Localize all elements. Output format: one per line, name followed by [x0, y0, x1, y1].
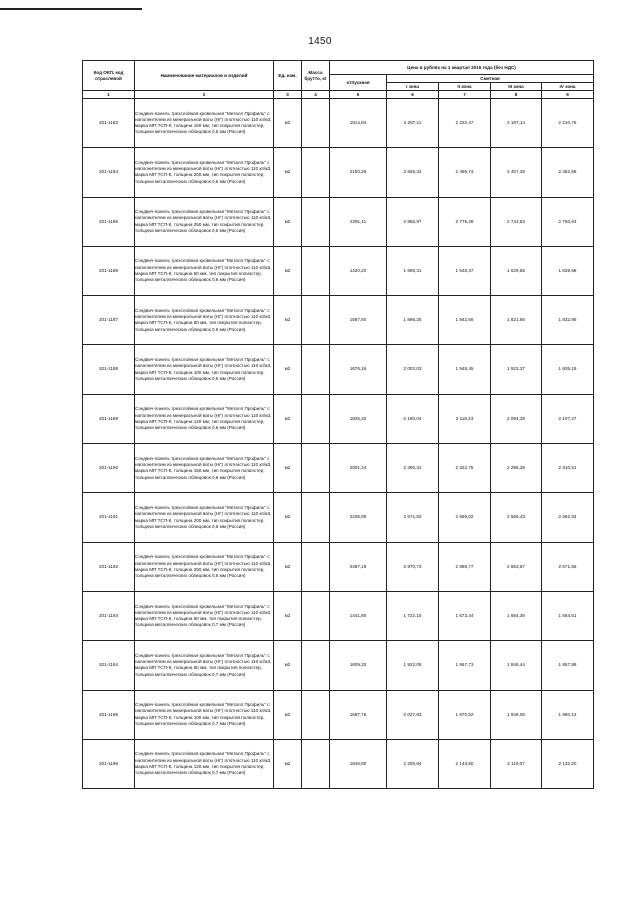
row-unit: м2 — [274, 197, 302, 246]
table-row — [83, 296, 594, 345]
row-zone-3-price: 2 119,07 — [491, 739, 542, 788]
row-zone-2-price: 1 867,73 — [439, 641, 491, 690]
row-unit: м2 — [274, 493, 302, 542]
table-row — [83, 197, 594, 246]
header-zone-3: III зона — [491, 83, 542, 91]
row-mass — [302, 394, 330, 443]
row-zone-1-price: 1 696,31 — [387, 246, 439, 295]
row-mass — [302, 246, 330, 295]
row-name: Сэндвич-панель трехслойная кровельная "Металл Профиль" с наполнителем из минеральной ваты (НГ) плотностью 110 кг/м3, марка МП ТСП-К, толщина 120 мм, тип покрытия полиэстер, толщина металлических облицовок 0,6 мм (Россия) — [135, 394, 274, 443]
table-row — [83, 641, 594, 690]
row-zone-4-price: 2 107,27 — [542, 394, 594, 443]
row-name: Сэндвич-панель трехслойная кровельная "Металл Профиль" с наполнителем из минеральной ваты (НГ) плотностью 110 кг/м3, марка МП ТСП-К, толщина 100 мм, тип покрытия полиэстер, толщина металлических облицовок 0,6 мм (Россия) — [135, 345, 274, 394]
table-row — [83, 444, 594, 493]
row-zone-4-price: 1 960,13 — [542, 690, 594, 739]
row-mass — [302, 739, 330, 788]
table-row — [83, 148, 594, 197]
row-release-price: 2236,88 — [330, 493, 387, 542]
row-zone-2-price: 1 673,44 — [439, 591, 491, 640]
row-zone-4-price: 1 857,88 — [542, 641, 594, 690]
header-zone-1: I зона — [387, 83, 439, 91]
col-number: 8 — [491, 91, 542, 99]
row-unit: м2 — [274, 739, 302, 788]
row-name: Сэндвич-панель трехслойная кровельная "Металл Профиль" с наполнителем из минеральной ваты (НГ) плотностью 110 кг/м3, марка МП ТСП-К, толщина 80 мм, тип покрытия полиэстер, толщина металлических облицовок 0,6 мм (Россия) — [135, 296, 274, 345]
col-number: 7 — [439, 91, 491, 99]
row-zone-1-price: 2 002,03 — [387, 345, 439, 394]
row-unit: м2 — [274, 246, 302, 295]
row-zone-3-price: 1 846,44 — [491, 641, 542, 690]
header-zone-4: IV зона — [542, 83, 594, 91]
row-unit: м2 — [274, 99, 302, 148]
row-name: Сэндвич-панель трехслойная кровельная "Металл Профиль" с наполнителем из минеральной ваты (НГ) плотностью 110 кг/м3, марка МП ТСП-К, толщина 250 мм, тип покрытия полиэстер, толщина металлических облицовок 0,5 мм (Россия) — [135, 197, 274, 246]
row-zone-1-price: 2 855,97 — [387, 197, 439, 246]
row-zone-1-price: 2 180,04 — [387, 394, 439, 443]
row-zone-4-price: 1 832,95 — [542, 296, 594, 345]
row-zone-2-price: 2 322,75 — [439, 444, 491, 493]
row-release-price: 1825,20 — [330, 394, 387, 443]
table-row — [83, 739, 594, 788]
row-zone-1-price: 2 671,52 — [387, 493, 439, 542]
row-zone-4-price: 2 210,76 — [542, 99, 594, 148]
row-release-price: 1609,20 — [330, 641, 387, 690]
row-unit: м2 — [274, 444, 302, 493]
row-release-price: 2487,19 — [330, 542, 387, 591]
row-unit: м2 — [274, 591, 302, 640]
col-number: 5 — [330, 91, 387, 99]
row-zone-4-price: 2 582,34 — [542, 493, 594, 542]
row-zone-1-price: 1 896,25 — [387, 296, 439, 345]
col-number: 3 — [274, 91, 302, 99]
row-zone-2-price: 1 842,66 — [439, 296, 491, 345]
row-name: Сэндвич-панель трехслойная кровельная "Металл Профиль" с наполнителем из минеральной ваты (НГ) плотностью 110 кг/м3, марка МП ТСП-К, толщина 50 мм, тип покрытия полиэстер, толщина металлических облицовок 0,7 мм (Россия) — [135, 591, 274, 640]
row-zone-3-price: 2 187,14 — [491, 99, 542, 148]
row-mass — [302, 148, 330, 197]
table-row — [83, 394, 594, 443]
row-name: Сэндвич-панель трехслойная кровельная "Металл Профиль" с наполнителем из минеральной ваты (НГ) плотностью 110 кг/м3, марка МП ТСП-К, толщина 200 мм, тип покрытия полиэстер, толщина металлических облицовок 0,6 мм (Россия) — [135, 493, 274, 542]
row-name: Сэндвич-панель трехслойная кровельная "Металл Профиль" с наполнителем из минеральной ваты (НГ) плотностью 110 кг/м3, марка МП ТСП-К, толщина 200 мм, тип покрытия полиэстер, толщина металлических облицовок 0,5 мм (Россия) — [135, 148, 274, 197]
header-name: Наименование материалов и изделий — [135, 61, 274, 91]
row-release-price: 1420,20 — [330, 246, 387, 295]
row-code: 201-1190 — [83, 444, 135, 493]
row-zone-4-price: 2 760,63 — [542, 197, 594, 246]
row-zone-3-price: 2 566,43 — [491, 493, 542, 542]
row-code: 201-1189 — [83, 394, 135, 443]
row-unit: м2 — [274, 394, 302, 443]
row-zone-2-price: 2 118,43 — [439, 394, 491, 443]
row-zone-1-price: 1 922,05 — [387, 641, 439, 690]
header-estimate: Сметная — [387, 75, 594, 83]
row-zone-1-price: 2 565,32 — [387, 148, 439, 197]
row-unit: м2 — [274, 345, 302, 394]
row-mass — [302, 542, 330, 591]
row-mass — [302, 296, 330, 345]
row-zone-4-price: 1 664,61 — [542, 591, 594, 640]
row-name: Сэндвич-панель трехслойная кровельная "Металл Профиль" с наполнителем из минеральной ваты (НГ) плотностью 110 кг/м3, марка МП ТСП-К, толщина 150 мм, тип покрытия полиэстер, толщина металлических облицовок 0,5 мм (Россия) — [135, 99, 274, 148]
row-code: 201-1194 — [83, 641, 135, 690]
row-zone-1-price: 2 390,31 — [387, 444, 439, 493]
row-unit: м2 — [274, 296, 302, 345]
row-mass — [302, 641, 330, 690]
row-unit: м2 — [274, 148, 302, 197]
row-name: Сэндвич-панель трехслойная кровельная "Металл Профиль" с наполнителем из минеральной ваты (НГ) плотностью 110 кг/м3, марка МП ТСП-К, толщина 120 мм, тип покрытия полиэстер, толщина металлических облицовок 0,7 мм (Россия) — [135, 739, 274, 788]
row-zone-3-price: 1 821,66 — [491, 296, 542, 345]
row-unit: м2 — [274, 542, 302, 591]
header-price-group: Цена в рублях на 1 квартал 2016 года (без НДС) — [330, 61, 594, 75]
row-code: 201-1183 — [83, 99, 135, 148]
row-zone-2-price: 1 648,37 — [439, 246, 491, 295]
row-zone-3-price: 2 094,28 — [491, 394, 542, 443]
row-mass — [302, 493, 330, 542]
row-code: 201-1191 — [83, 493, 135, 542]
row-name: Сэндвич-панель трехслойная кровельная "Металл Профиль" с наполнителем из минеральной ваты (НГ) плотностью 110 кг/м3, марка МП ТСП-К, толщина 50 мм, тип покрытия полиэстер, толщина металлических облицовок 0,6 мм (Россия) — [135, 246, 274, 295]
table-row — [83, 542, 594, 591]
row-release-price: 1846,80 — [330, 739, 387, 788]
row-zone-3-price: 1 654,36 — [491, 591, 542, 640]
row-zone-4-price: 2 871,56 — [542, 542, 594, 591]
row-zone-3-price: 2 296,28 — [491, 444, 542, 493]
col-number: 2 — [135, 91, 274, 99]
row-code: 201-1195 — [83, 690, 135, 739]
row-zone-3-price: 2 853,87 — [491, 542, 542, 591]
row-name: Сэндвич-панель трехслойная кровельная "Металл Профиль" с наполнителем из минеральной ваты (НГ) плотностью 110 кг/м3, марка МП ТСП-К, толщина 80 мм, тип покрытия полиэстер, толщина металлических облицовок 0,7 мм (Россия) — [135, 641, 274, 690]
row-zone-4-price: 1 935,19 — [542, 345, 594, 394]
row-release-price: 1914,84 — [330, 99, 387, 148]
col-number: 9 — [542, 91, 594, 99]
row-code: 201-1184 — [83, 148, 135, 197]
row-zone-3-price: 2 457,29 — [491, 148, 542, 197]
row-release-price: 2150,26 — [330, 148, 387, 197]
table-row — [83, 690, 594, 739]
row-code: 201-1188 — [83, 345, 135, 394]
header-code: Код ОКП, код отраслевой — [83, 61, 135, 91]
table-row — [83, 591, 594, 640]
row-zone-1-price: 1 722,10 — [387, 591, 439, 640]
row-mass — [302, 99, 330, 148]
row-code: 201-1193 — [83, 591, 135, 640]
row-name: Сэндвич-панель трехслойная кровельная "Металл Профиль" с наполнителем из минеральной ваты (НГ) плотностью 110 кг/м3, марка МП ТСП-К, толщина 250 мм, тип покрытия полиэстер, толщина металлических облицовок 0,6 мм (Россия) — [135, 542, 274, 591]
row-name: Сэндвич-панель трехслойная кровельная "Металл Профиль" с наполнителем из минеральной ваты (НГ) плотностью 110 кг/м3, марка МП ТСП-К, толщина 100 мм, тип покрытия полиэстер, толщина металлических облицовок 0,7 мм (Россия) — [135, 690, 274, 739]
row-zone-4-price: 2 310,51 — [542, 444, 594, 493]
row-name: Сэндвич-панель трехслойная кровельная "Металл Профиль" с наполнителем из минеральной ваты (НГ) плотностью 110 кг/м3, марка МП ТСП-К, толщина 150 мм, тип покрытия полиэстер, толщина металлических облицовок 0,6 мм (Россия) — [135, 444, 274, 493]
row-zone-2-price: 2 495,74 — [439, 148, 491, 197]
row-code: 201-1192 — [83, 542, 135, 591]
price-table — [82, 60, 594, 789]
row-zone-2-price: 2 596,02 — [439, 493, 491, 542]
row-release-price: 1697,76 — [330, 690, 387, 739]
row-release-price: 2001,24 — [330, 444, 387, 493]
header-mass: Масса брутто, кг — [302, 61, 330, 91]
row-code: 201-1186 — [83, 246, 135, 295]
row-zone-2-price: 2 775,28 — [439, 197, 491, 246]
row-mass — [302, 591, 330, 640]
row-zone-1-price: 2 027,83 — [387, 690, 439, 739]
row-unit: м2 — [274, 641, 302, 690]
col-number: 1 — [83, 91, 135, 99]
row-zone-4-price: 2 482,58 — [542, 148, 594, 197]
row-release-price: 1441,80 — [330, 591, 387, 640]
page-number: 1450 — [308, 36, 332, 47]
table-row — [83, 99, 594, 148]
row-zone-4-price: 2 132,20 — [542, 739, 594, 788]
table-body — [83, 99, 594, 789]
row-zone-3-price: 1 629,58 — [491, 246, 542, 295]
row-zone-3-price: 1 923,27 — [491, 345, 542, 394]
row-zone-2-price: 2 222,47 — [439, 99, 491, 148]
row-zone-3-price: 2 743,63 — [491, 197, 542, 246]
row-zone-2-price: 2 886,77 — [439, 542, 491, 591]
row-zone-2-price: 2 143,50 — [439, 739, 491, 788]
row-zone-4-price: 1 639,68 — [542, 246, 594, 295]
row-zone-3-price: 1 948,06 — [491, 690, 542, 739]
row-code: 201-1196 — [83, 739, 135, 788]
top-rule — [0, 8, 142, 10]
row-zone-1-price: 2 205,84 — [387, 739, 439, 788]
row-release-price: 1587,60 — [330, 296, 387, 345]
header-unit: Ед. изм. — [274, 61, 302, 91]
row-code: 201-1187 — [83, 296, 135, 345]
table-row — [83, 493, 594, 542]
row-mass — [302, 197, 330, 246]
table-row — [83, 246, 594, 295]
row-zone-1-price: 2 287,11 — [387, 99, 439, 148]
col-number: 6 — [387, 91, 439, 99]
row-code: 201-1185 — [83, 197, 135, 246]
row-zone-2-price: 1 970,52 — [439, 690, 491, 739]
table-row — [83, 345, 594, 394]
row-zone-2-price: 1 945,45 — [439, 345, 491, 394]
row-release-price: 1676,16 — [330, 345, 387, 394]
header-zone-2: II зона — [439, 83, 491, 91]
row-zone-1-price: 2 970,73 — [387, 542, 439, 591]
row-unit: м2 — [274, 690, 302, 739]
col-number: 4 — [302, 91, 330, 99]
row-release-price: 2391,11 — [330, 197, 387, 246]
header-release: отпускная — [330, 75, 387, 91]
row-mass — [302, 690, 330, 739]
row-mass — [302, 444, 330, 493]
row-mass — [302, 345, 330, 394]
